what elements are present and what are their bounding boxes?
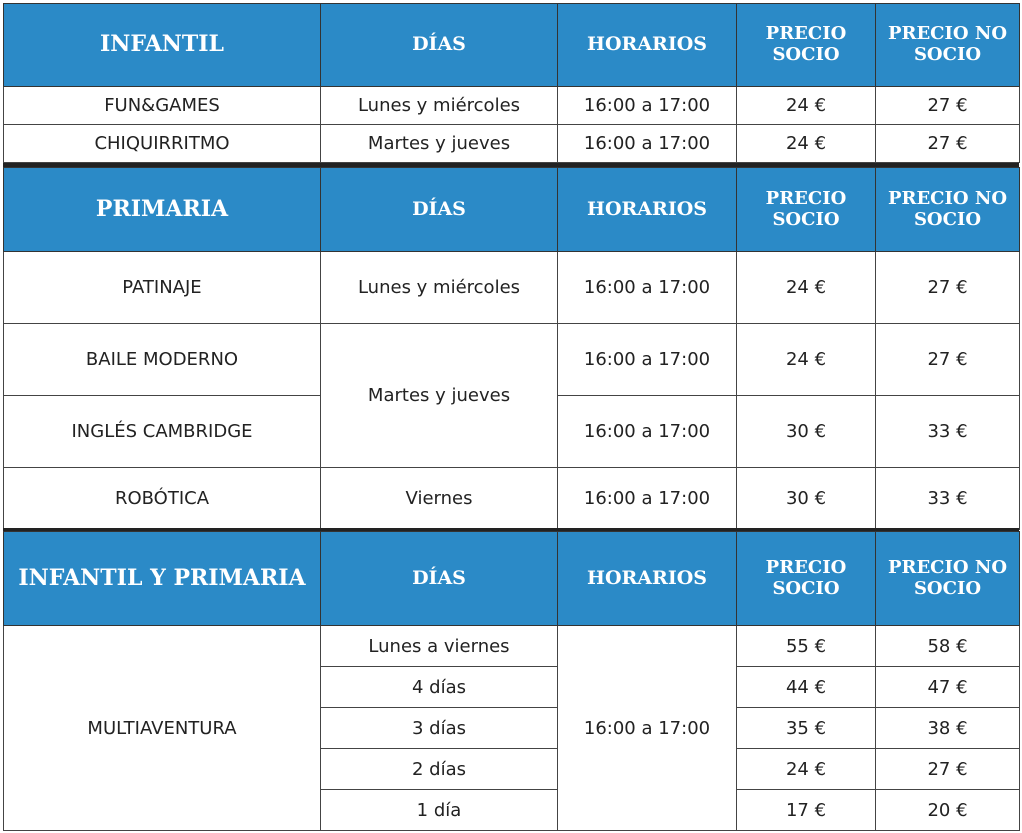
activity-days: Viernes xyxy=(321,468,558,530)
activity-name: INGLÉS CAMBRIDGE xyxy=(4,396,321,468)
activity-days: Lunes a viernes xyxy=(321,626,558,667)
activity-time: 16:00 a 17:00 xyxy=(558,396,737,468)
activity-days: 2 días xyxy=(321,749,558,790)
table-row xyxy=(4,125,1020,163)
activity-days: 3 días xyxy=(321,708,558,749)
member-price: 35 € xyxy=(737,708,876,749)
nonmember-price: 33 € xyxy=(876,468,1020,530)
table-row xyxy=(4,87,1020,125)
activity-name: BAILE MODERNO xyxy=(4,324,321,396)
activity-days: Lunes y miércoles xyxy=(321,252,558,324)
days-header: DÍAS xyxy=(321,532,558,626)
activity-name: MULTIAVENTURA xyxy=(4,626,321,831)
member-price: 30 € xyxy=(737,396,876,468)
member-price-header: PRECIO SOCIO xyxy=(737,4,876,87)
activity-time: 16:00 a 17:00 xyxy=(558,87,737,125)
activity-name: ROBÓTICA xyxy=(4,468,321,530)
activity-time: 16:00 a 17:00 xyxy=(558,468,737,530)
activity-time: 16:00 a 17:00 xyxy=(558,252,737,324)
nonmember-price: 20 € xyxy=(876,790,1020,831)
table-row xyxy=(4,468,1020,530)
nonmember-price: 58 € xyxy=(876,626,1020,667)
activity-name: CHIQUIRRITMO xyxy=(4,125,321,163)
infantil-table xyxy=(3,3,1020,163)
member-price-header: PRECIO SOCIO xyxy=(737,532,876,626)
nonmember-price: 27 € xyxy=(876,749,1020,790)
activity-time: 16:00 a 17:00 xyxy=(558,125,737,163)
activity-days: 1 día xyxy=(321,790,558,831)
nonmember-price: 27 € xyxy=(876,125,1020,163)
activity-name: FUN&GAMES xyxy=(4,87,321,125)
nonmember-price: 47 € xyxy=(876,667,1020,708)
activity-name: PATINAJE xyxy=(4,252,321,324)
member-price: 24 € xyxy=(737,749,876,790)
member-price: 24 € xyxy=(737,87,876,125)
activity-days: Martes y jueves xyxy=(321,324,558,468)
schedule-header: HORARIOS xyxy=(558,532,737,626)
table-row xyxy=(4,626,1020,667)
nonmember-price: 38 € xyxy=(876,708,1020,749)
nonmember-price: 27 € xyxy=(876,324,1020,396)
member-price: 17 € xyxy=(737,790,876,831)
nonmember-price-header: PRECIO NO SOCIO xyxy=(876,4,1020,87)
nonmember-price: 27 € xyxy=(876,87,1020,125)
days-header: DÍAS xyxy=(321,4,558,87)
primaria-table xyxy=(3,167,1020,530)
table-row xyxy=(4,324,1020,396)
member-price-header: PRECIO SOCIO xyxy=(737,168,876,252)
header-row xyxy=(4,532,1020,626)
infantil-primaria-table xyxy=(3,531,1020,831)
nonmember-price: 27 € xyxy=(876,252,1020,324)
member-price: 24 € xyxy=(737,324,876,396)
section-title: PRIMARIA xyxy=(4,168,321,252)
activity-days: Lunes y miércoles xyxy=(321,87,558,125)
header-row xyxy=(4,168,1020,252)
section-title: INFANTIL Y PRIMARIA xyxy=(4,532,321,626)
activity-time: 16:00 a 17:00 xyxy=(558,626,737,831)
member-price: 24 € xyxy=(737,252,876,324)
header-row xyxy=(4,4,1020,87)
nonmember-price: 33 € xyxy=(876,396,1020,468)
section-title: INFANTIL xyxy=(4,4,321,87)
activity-time: 16:00 a 17:00 xyxy=(558,324,737,396)
table-row xyxy=(4,252,1020,324)
member-price: 55 € xyxy=(737,626,876,667)
nonmember-price-header: PRECIO NO SOCIO xyxy=(876,532,1020,626)
activity-days: Martes y jueves xyxy=(321,125,558,163)
member-price: 30 € xyxy=(737,468,876,530)
schedule-header: HORARIOS xyxy=(558,4,737,87)
activity-days: 4 días xyxy=(321,667,558,708)
days-header: DÍAS xyxy=(321,168,558,252)
member-price: 44 € xyxy=(737,667,876,708)
member-price: 24 € xyxy=(737,125,876,163)
schedule-header: HORARIOS xyxy=(558,168,737,252)
nonmember-price-header: PRECIO NO SOCIO xyxy=(876,168,1020,252)
